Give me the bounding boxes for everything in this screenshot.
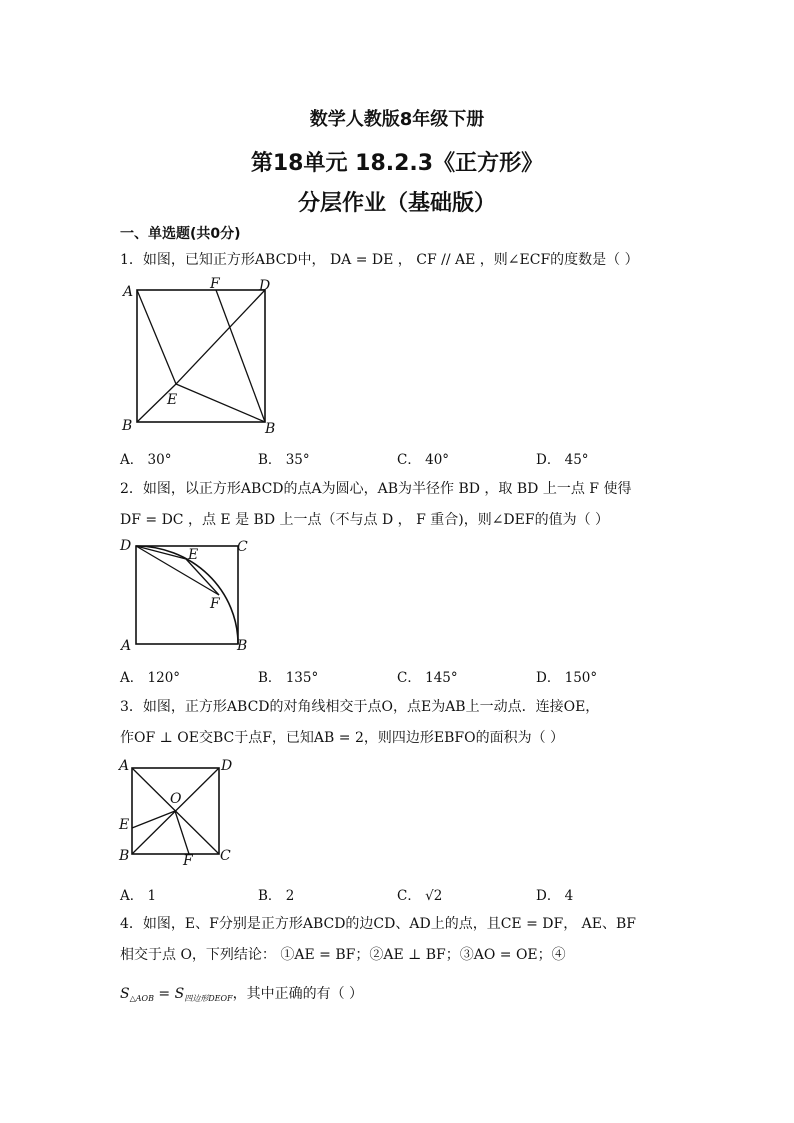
question-4-text-line-2: 相交于点 O，下列结论： ①AE = BF；②AE ⊥ BF；③AO = OE；④ [120, 947, 566, 963]
area-formula: $S_{\triangle AOB} = S_{四边形DEOF}$ [120, 986, 233, 1003]
segment-de [136, 546, 186, 559]
segment-ae [137, 290, 176, 384]
option-d[interactable]: D． 45° [536, 452, 589, 468]
segment-ec [176, 384, 265, 422]
option-c[interactable]: C． √2 [397, 888, 443, 904]
option-d[interactable]: D． 4 [536, 888, 574, 904]
segment-fc [216, 290, 265, 422]
label-f: F [210, 596, 220, 612]
label-a: A [121, 638, 132, 654]
segment-de [176, 290, 265, 384]
label-b: B [237, 638, 248, 654]
label-e: E [167, 392, 178, 408]
label-e: E [119, 817, 130, 833]
document-heading: 分层作业（基础版） [297, 191, 496, 216]
label-c: C [220, 848, 231, 864]
option-a[interactable]: A． 120° [120, 670, 181, 686]
question-3-text-line-2: 作OF ⊥ OE交BC于点F，已知AB = 2，则四边形EBFO的面积为（ ） [120, 730, 565, 746]
option-b[interactable]: B． 35° [258, 452, 310, 468]
label-o: O [170, 791, 182, 807]
option-c[interactable]: C． 145° [397, 670, 458, 686]
question-1-text: 1．如图，已知正方形ABCD中， DA = DE ， CF // AE ，则∠ECF的度数是（ ） [120, 252, 639, 268]
label-c: C [237, 539, 248, 555]
question-1-figure [115, 276, 285, 436]
label-c: B [265, 421, 276, 437]
option-d[interactable]: D． 150° [536, 670, 598, 686]
question-2-text-line-2: DF = DC ，点 E 是 BD 上一点（不与点 D ， F 重合)，则∠DEF的值为（ ） [120, 512, 610, 528]
label-d: D [120, 538, 132, 554]
label-f: F [210, 276, 220, 292]
document-title: 第18单元 18.2.3《正方形》 [250, 151, 544, 176]
label-e: E [188, 547, 199, 563]
label-b: B [119, 848, 130, 864]
option-b[interactable]: B． 2 [258, 888, 295, 904]
question-4-text-line-3: $S_{\triangle AOB} = S_{四边形DEOF}$，其中正确的有（ ） [120, 986, 364, 1003]
segment-df [136, 546, 219, 595]
label-a: A [123, 284, 134, 300]
question-3-text-line-1: 3．如图，正方形ABCD的对角线相交于点O，点E为AB上一动点．连接OE， [120, 699, 600, 715]
question-2-figure [115, 535, 265, 660]
option-c[interactable]: C． 40° [397, 452, 450, 468]
section-heading: 一、单选题(共0分) [120, 226, 241, 242]
option-b[interactable]: B． 135° [258, 670, 319, 686]
option-a[interactable]: A． 30° [120, 452, 172, 468]
question-2-text-line-1: 2．如图，以正方形ABCD的点A为圆心，AB为半径作 BD ，取 BD 上一点 F 使得 [120, 481, 632, 497]
label-b: B [122, 418, 133, 434]
segment-ef [186, 559, 219, 595]
question-3-figure [115, 754, 245, 869]
question-4-text-line-1: 4．如图，E、F分别是正方形ABCD的边CD、AD上的点，且CE = DF， AE、BF [120, 916, 636, 932]
label-d: D [221, 758, 233, 774]
option-a[interactable]: A． 1 [120, 888, 157, 904]
label-f: F [183, 853, 193, 869]
label-d: D [259, 278, 271, 294]
segment-oe [132, 811, 175, 828]
label-a: A [119, 758, 130, 774]
document-subtitle: 数学人教版8年级下册 [309, 109, 485, 130]
